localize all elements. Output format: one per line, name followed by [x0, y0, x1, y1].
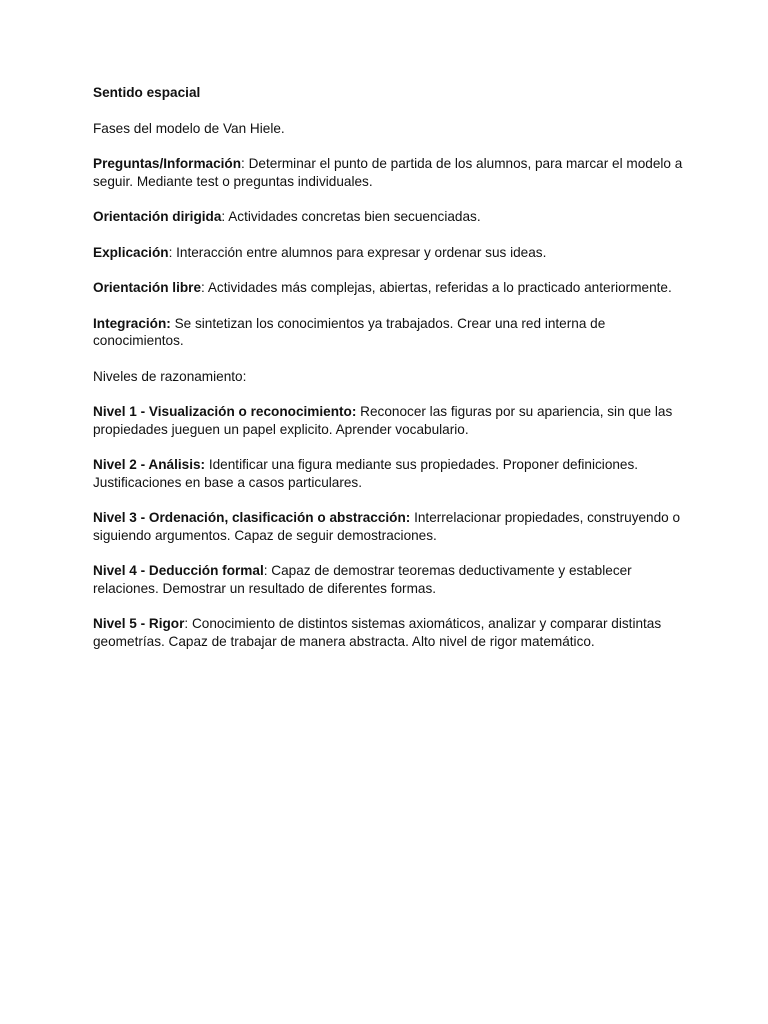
level-item — [93, 615, 693, 650]
phase-item — [93, 208, 693, 226]
level-text: Interrelacionar propiedades, construyendo o siguiendo argumentos. Capaz de seguir demostraciones. — [93, 510, 681, 543]
phase-term: Orientación dirigida — [93, 209, 222, 224]
level-item — [93, 403, 693, 438]
phase-item — [93, 279, 693, 297]
level-term: Nivel 5 - Rigor — [93, 616, 185, 631]
phase-item — [93, 155, 693, 190]
level-item — [93, 562, 693, 597]
level-separator: : — [184, 616, 192, 631]
phase-text: Actividades más complejas, abiertas, referidas a lo practicado anteriormente. — [207, 280, 672, 295]
phase-term: Explicación — [93, 244, 169, 260]
phase-item — [93, 315, 693, 350]
level-text: Conocimiento de distintos sistemas axiomáticos, analizar y comparar distintas geometrías. Capaz de trabajar de manera abstracta. Alto nivel de rigor matemático. — [93, 616, 662, 649]
phase-separator: : — [168, 244, 177, 260]
document-page — [93, 84, 693, 668]
phase-separator: : — [241, 156, 249, 171]
phase-text: Interacción entre alumnos para expresar y ordenar sus ideas. — [176, 244, 547, 260]
level-text: Reconocer las figuras por su apariencia, sin que las propiedades jueguen un papel explicito. Aprender vocabulario. — [93, 404, 673, 437]
level-text: Identificar una figura mediante sus propiedades. Proponer definiciones. Justificaciones en base a casos particulares. — [93, 457, 639, 490]
level-item — [93, 456, 693, 491]
level-term: Nivel 4 - Deducción formal — [93, 563, 264, 578]
level-term: Nivel 1 - Visualización o reconocimiento: — [93, 404, 357, 419]
phase-separator: : — [201, 280, 208, 295]
level-text: Capaz de demostrar teoremas deductivamente y establecer relaciones. Demostrar un resultado de diferentes formas. — [93, 563, 632, 596]
document-title: Sentido espacial — [93, 85, 201, 100]
phase-term: Integración: — [93, 315, 171, 331]
phase-separator: : — [221, 209, 229, 224]
phase-term: Preguntas/Información — [93, 156, 242, 171]
phases-heading: Fases del modelo de Van Hiele. — [93, 120, 285, 136]
phase-text: Determinar el punto de partida de los alumnos, para marcar el modelo a seguir. Mediante test o preguntas individuales. — [93, 156, 683, 189]
level-separator: : — [263, 563, 272, 578]
phase-text: Actividades concretas bien secuenciadas. — [228, 209, 481, 224]
level-term: Nivel 3 - Ordenación, clasificación o abstracción: — [93, 510, 411, 525]
level-item — [93, 509, 693, 544]
phase-item — [93, 244, 693, 262]
phase-text: Se sintetizan los conocimientos ya trabajados. Crear una red interna de conocimientos. — [93, 315, 606, 348]
phase-term: Orientación libre — [93, 280, 202, 295]
level-term: Nivel 2 - Análisis: — [93, 457, 206, 472]
levels-heading: Niveles de razonamiento: — [93, 368, 247, 384]
